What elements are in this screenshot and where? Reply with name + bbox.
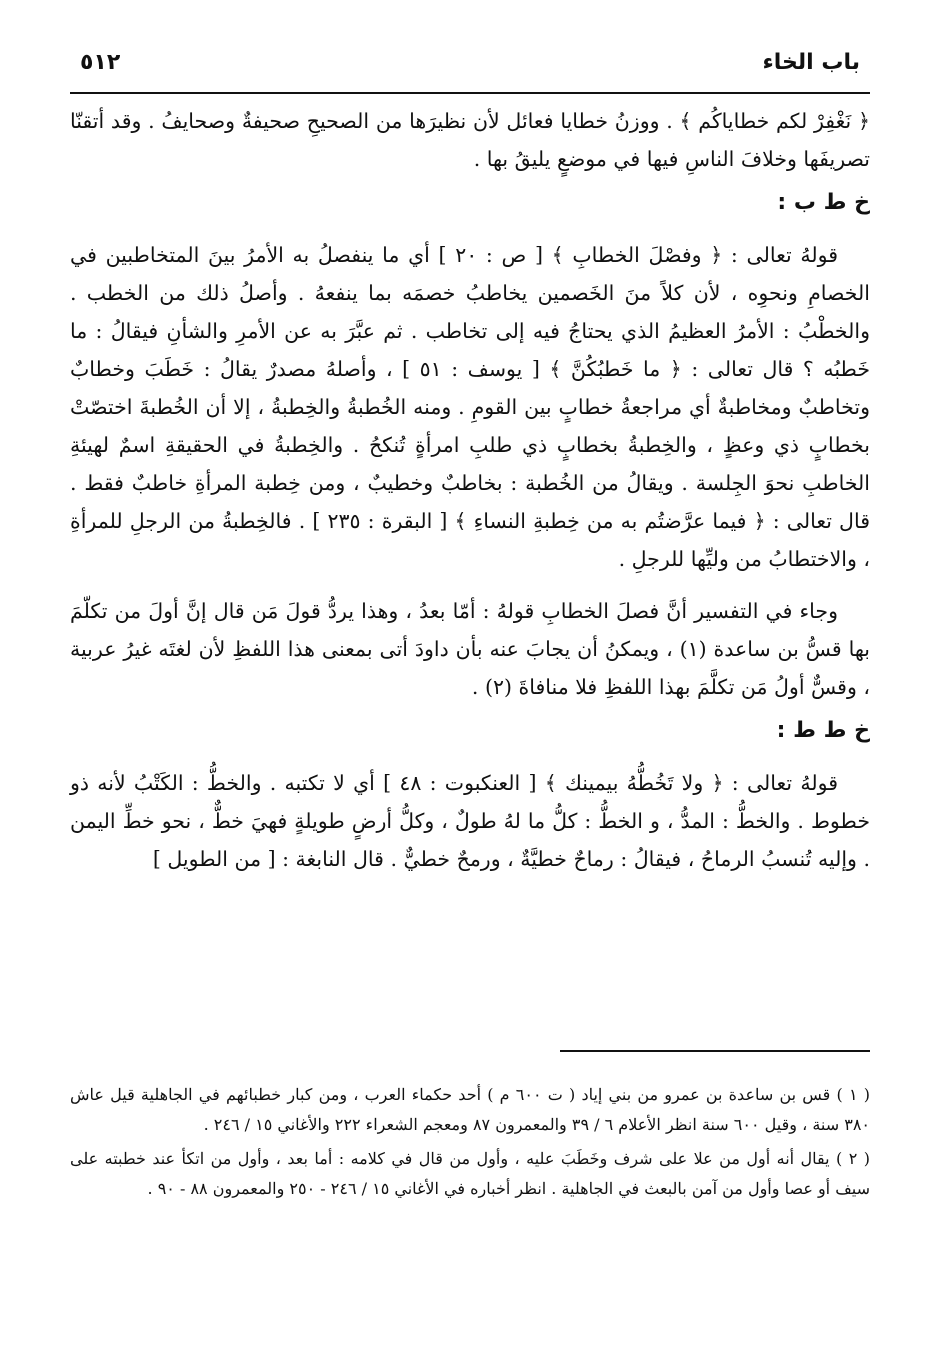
book-page xyxy=(70,40,870,1320)
footnote-rule xyxy=(560,1050,870,1052)
footnote-1: ( ١ ) قس بن ساعدة بن عمرو من بني إياد ( ت ٦٠٠ م ) أحد حكماء العرب ، ومن كبار خطبائهم في الجاهلية قيل عاش ٣٨٠ سنة ، وقيل ٦٠٠ سنة انظر الأعلام ٦ / ٣٩ والمعمرون ٨٧ ومعجم الشعراء ٢٢٢ والأغاني ١٥ / ٢٤٦ . xyxy=(70,1085,870,1134)
footnote-2: ( ٢ ) يقال أنه أول من علا على شرف وخَطَبَ عليه ، وأول من قال في كلامه : أما بعد ، وأول من اتكأ عند خطبته على سيف أو عصا وأول من آمن بالبعث في الجاهلية . انظر أخباره في الأغاني ١٥ / ٢٤٦ - ٢٥٠ والمعمرون ٨٨ - ٩٠ . xyxy=(70,1149,871,1198)
page-number: ٥١٢ xyxy=(80,50,121,75)
footnotes xyxy=(70,1080,870,1208)
root-kh-t-b-paragraph-1: قولهُ تعالى : ﴿ وفصْلَ الخطابِ ﴾ [ ص : ٢٠ ] أي ما ينفصلُ به الأمرُ بينَ المتخاطبين في الخصامِ ونحوِه ، لأن كلاً منَ الخَصمين يخاطبُ خصمَه بما ينفعهُ . وأصلُ ذلك من الخطب . والخطْبُ : الأمرُ العظيمُ الذي يحتاجُ فيه إلى تخاطب . ثم عبَّرَ به عن الأمرِ والشأنِ فيقالُ : ما خَطبُه ؟ قال تعالى : ﴿ ما خَطبُكُنَّ ﴾ [ يوسف : ٥١ ] ، وأصلهُ مصدرٌ يقالُ : خَطَبَ وخطابٌ وتخاطبٌ ومخاطبةٌ أي مراجعةُ خطابٍ بين القومِ . ومنه الخُطبةُ والخِطبةُ ، إلا أن الخُطبةَ اختصّتْ بخطابٍ ذي وعظٍ ، والخِطبةُ بخطابٍ ذي طلبِ امرأةٍ تُنكحُ . والخِطبةُ في الحقيقةِ اسمٌ لهيئةِ الخاطبِ نحوَ الجِلسة . ويقالُ من الخُطبة : بخاطبٌ وخطيبٌ ، ومن خِطبة المرأةِ خاطبٌ فقط . قال تعالى : ﴿ فيما عرَّضتُم به من خِطبةِ النساءِ ﴾ [ البقرة : ٢٣٥ ] . فالخِطبةُ من الرجلِ للمرأةِ ، والاختطابُ من وليِّها للرجلِ . xyxy=(70,243,870,571)
main-text xyxy=(70,102,870,878)
header-rule xyxy=(70,92,870,94)
root-kh-t-t-paragraph-1: قولهُ تعالى : ﴿ ولا تَخُطُّهُ بيمينك ﴾ [ العنكبوت : ٤٨ ] أي لا تكتبه . والخطُّ : الكَتْبُ لأنه ذو خطوط . والخطُّ : المدُّ ، و الخطُّ : كلُّ ما لهُ طولٌ ، وكلُّ أرضٍ طويلةٍ فهيَ خطٌّ ، نحو خطِّ اليمن . وإليه تُنسبُ الرماحُ ، فيقالُ : رماحٌ خطيَّةٌ ، ورمحٌ خطيٌّ . قال النابغة : [ من الطويل ] xyxy=(70,771,870,871)
running-head xyxy=(70,50,870,90)
section-title: باب الخاء xyxy=(762,50,860,75)
root-heading-kh-t-b: خ ط ب : xyxy=(777,190,870,215)
root-kh-t-b-paragraph-2: وجاء في التفسير أنَّ فصلَ الخطابِ قولهُ : أمّا بعدُ ، وهذا يردُّ قولَ مَن قال إنَّ أولَ من تكلّمَ بها قسُّ بن ساعدة (١) ، ويمكنُ أن يجابَ عنه بأن داودَ أتى بمعنى هذا اللفظِ لأن لغتَه غيرُ عربية ، وقسٌّ أولُ مَن تكلَّمَ بهذا اللفظِ فلا منافاةَ (٢) . xyxy=(70,599,870,699)
root-heading-kh-t-t: خ ط ط : xyxy=(776,718,870,743)
paragraph-gap xyxy=(70,578,870,592)
intro-paragraph: ﴿ نَغْفِرْ لكم خطاياكُم ﴾ . ووزنُ خطايا فعائل لأن نظيرَها من الصحيحِ صحيفةٌ وصحايفُ . وقد أتقنّا تصريفَها وخلافَ الناسِ فيها في موضعٍ يليقُ بها . xyxy=(70,109,870,171)
